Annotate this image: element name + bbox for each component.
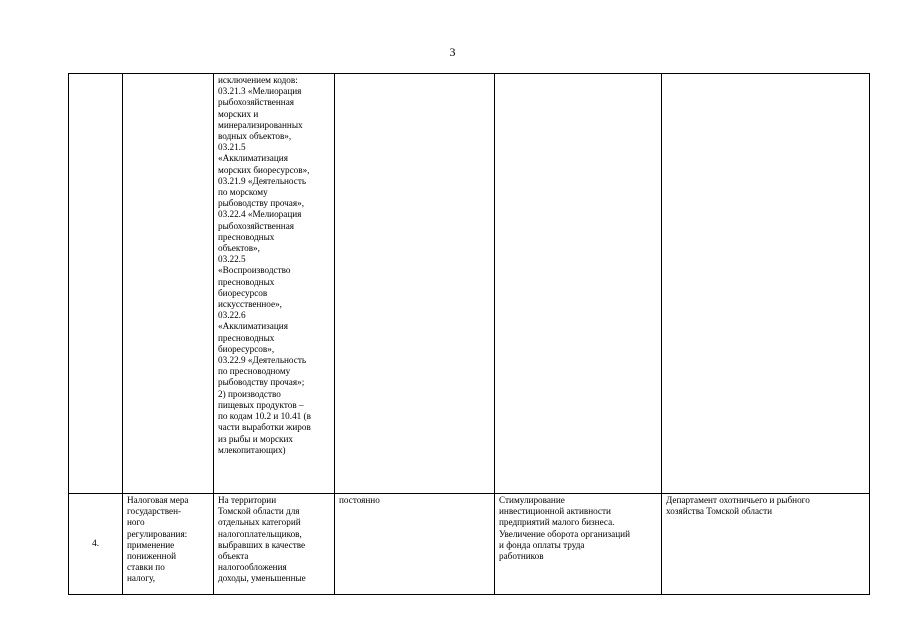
cell-text-line: 03.21.3 «Мелиорация: [218, 86, 302, 97]
cell-text-line: государствен-: [127, 506, 182, 517]
table-row: [69, 74, 870, 494]
cell-text-line: пищевых продуктов –: [218, 399, 304, 410]
measure-term-cell: [335, 74, 495, 494]
cell-text-line: объектов»,: [218, 243, 260, 254]
cell-text-line: пресноводных: [218, 231, 275, 242]
cell-text-line: рыбохозяйственная: [218, 97, 295, 108]
cell-text-line: по пресноводному: [218, 366, 291, 377]
cell-text-line: по морскому: [218, 187, 268, 198]
cell-text-line: водных объектов»,: [218, 131, 292, 142]
cell-text-line: рыбоводству прочая»,: [218, 198, 305, 209]
cell-text-line: рыбоводству прочая»;: [218, 377, 305, 388]
cell-text-line: морских и: [218, 108, 259, 119]
cell-text-line: Увеличение оборота организаций: [499, 528, 630, 539]
cell-text-line: работников: [499, 551, 544, 562]
cell-text-line: и фонда оплаты труда: [499, 539, 585, 550]
cell-text-line: пресноводных: [218, 332, 275, 343]
measure-goal-cell: [495, 74, 662, 494]
cell-text-line: биоресурсов»,: [218, 343, 275, 354]
measure-curator-cell: [662, 74, 870, 494]
row-number-cell: 4.: [69, 494, 123, 595]
cell-text-line: «Воспроизводство: [218, 265, 291, 276]
row-number-cell: [69, 74, 123, 494]
cell-text-line: применение: [127, 539, 175, 550]
cell-text-line: из рыбы и морских: [218, 433, 294, 444]
measure-description-cell: [214, 74, 335, 494]
cell-text-line: налогоплательщиков,: [218, 528, 302, 539]
cell-text-line: выбравших в качестве: [218, 539, 306, 550]
table-row: [69, 494, 870, 595]
cell-text-line: инвестиционной активности: [499, 506, 611, 517]
measure-curator-cell: [662, 494, 870, 595]
tax-measures-table: [68, 73, 870, 595]
cell-text-line: «Акклиматизация: [218, 153, 288, 164]
cell-text-line: части выработки жиров: [218, 422, 311, 433]
cell-text-line: ного: [127, 517, 145, 528]
cell-text-line: отдельных категорий: [218, 517, 301, 528]
cell-text-line: морских биоресурсов»,: [218, 164, 310, 175]
cell-text-line: пресноводных: [218, 276, 275, 287]
cell-text-line: регулирования:: [127, 528, 188, 539]
cell-text-line: исключением кодов:: [218, 75, 298, 85]
cell-text-line: Департамент охотничьего и рыбного: [666, 495, 810, 505]
page-number: 3: [449, 45, 456, 59]
cell-text-line: 03.21.9 «Деятельность: [218, 175, 307, 186]
cell-text-line: предприятий малого бизнеса.: [499, 517, 615, 528]
cell-text-line: Стимулирование: [499, 495, 565, 505]
cell-text-line: налогу,: [127, 573, 155, 584]
measure-name-cell: [123, 74, 214, 494]
cell-text-line: доходы, уменьшенные: [218, 573, 306, 584]
cell-text-line: 03.21.5: [218, 142, 246, 153]
measure-name-cell: [123, 494, 214, 595]
cell-text-line: рыбохозяйственная: [218, 220, 295, 231]
cell-text-line: хозяйства Томской области: [666, 506, 773, 517]
cell-text-line: 03.22.9 «Деятельность: [218, 355, 307, 366]
measure-goal-cell: [495, 494, 662, 595]
cell-text-line: млекопитающих): [218, 444, 286, 455]
cell-text-line: искусственное»,: [218, 299, 282, 310]
cell-text-line: по кодам 10.2 и 10.41 (в: [218, 411, 311, 422]
cell-text-line: 03.22.6: [218, 310, 246, 321]
measure-description-cell: [214, 494, 335, 595]
cell-text-line: ставки по: [127, 562, 165, 573]
cell-text-line: постоянно: [339, 495, 380, 505]
cell-text-line: 03.22.4 «Мелиорация: [218, 209, 302, 220]
cell-text-line: Томской области для: [218, 506, 300, 517]
cell-text-line: биоресурсов: [218, 287, 268, 298]
cell-text-line: На территории: [218, 495, 277, 505]
cell-text-line: Налоговая мера: [127, 495, 189, 505]
cell-text-line: налогообложения: [218, 562, 287, 573]
measure-term-cell: [335, 494, 495, 595]
cell-text-line: пониженной: [127, 551, 176, 562]
cell-text-line: «Акклиматизация: [218, 321, 288, 332]
cell-text-line: 2) производство: [218, 388, 281, 399]
cell-text-line: минерализированных: [218, 119, 303, 130]
cell-text-line: 03.22.5: [218, 254, 246, 265]
cell-text-line: объекта: [218, 551, 249, 562]
